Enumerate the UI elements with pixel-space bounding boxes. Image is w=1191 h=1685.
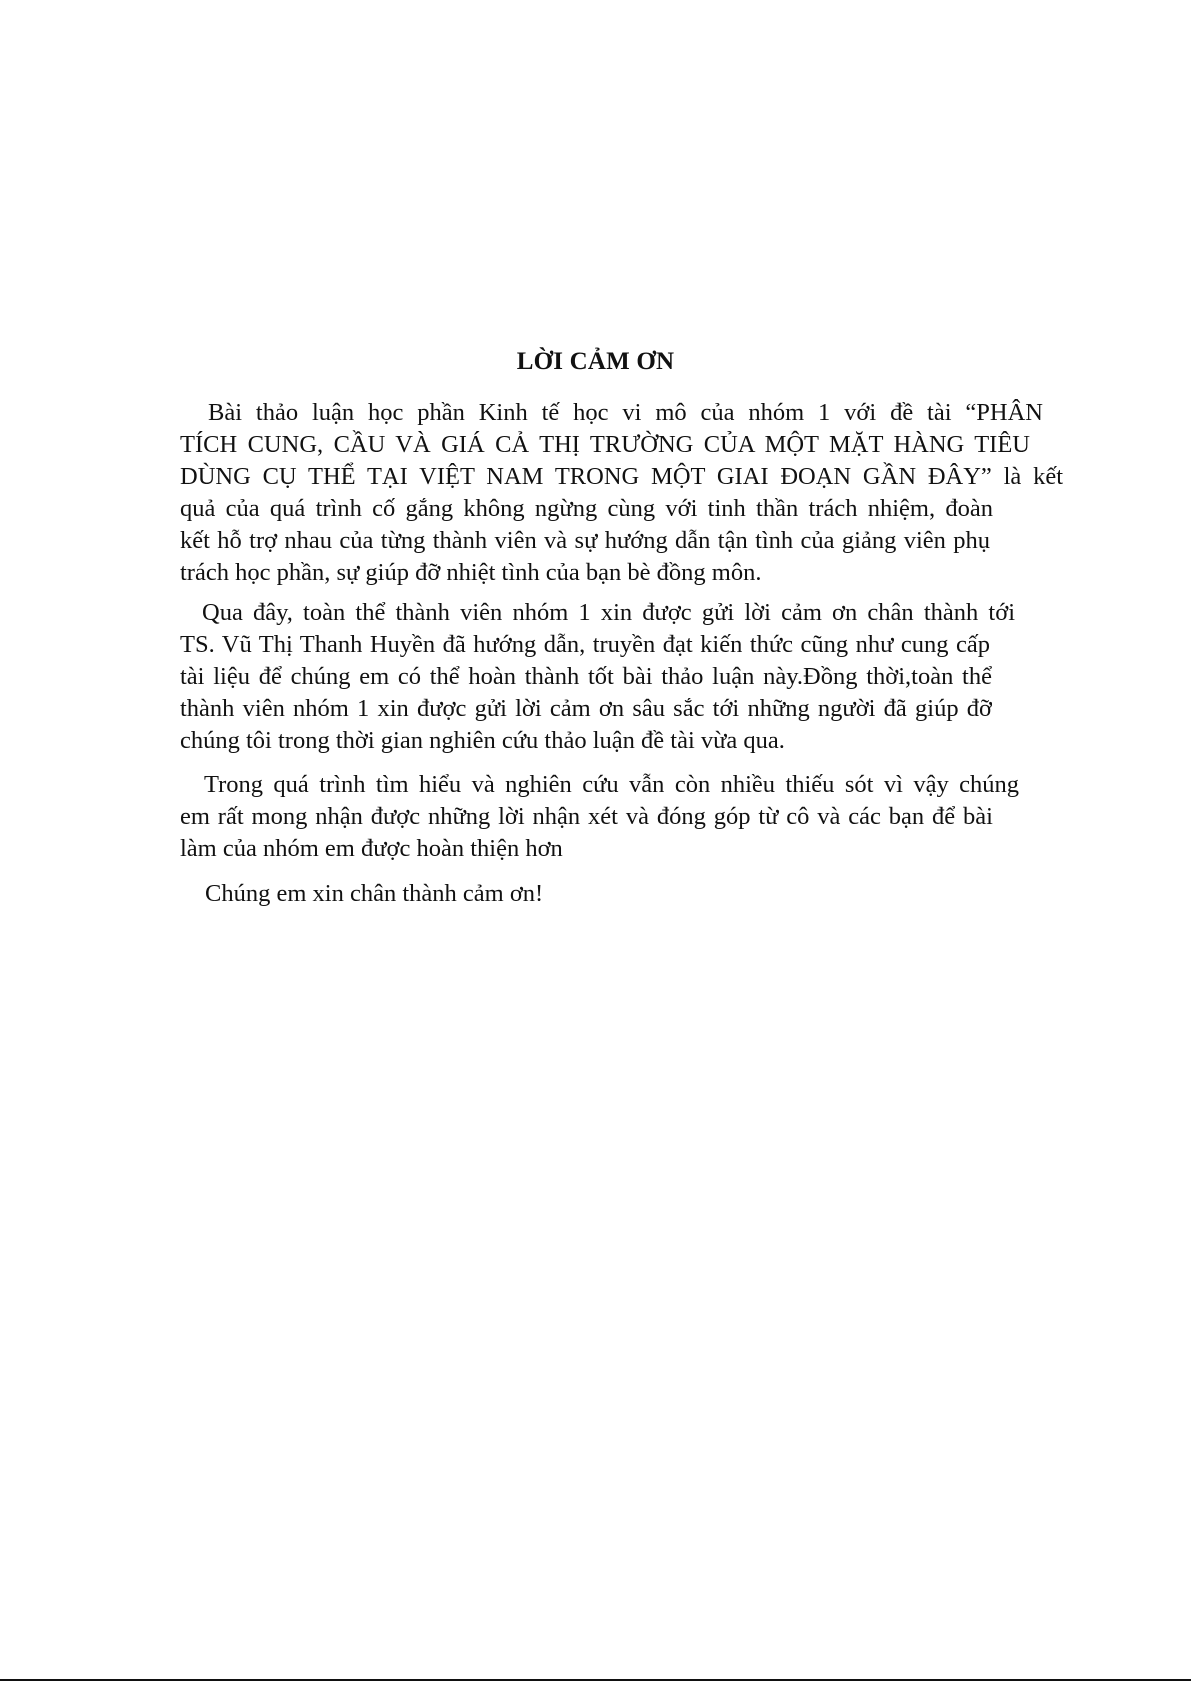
- paragraph-line: kết hỗ trợ nhau của từng thành viên và sự hướng dẫn tận tình của giảng viên phụ: [180, 527, 990, 554]
- bottom-rule: [0, 1679, 1191, 1681]
- paragraph-line: Qua đây, toàn thể thành viên nhóm 1 xin được gửi lời cảm ơn chân thành tới: [202, 599, 1015, 626]
- paragraph-line: quả của quá trình cố gắng không ngừng cùng với tinh thần trách nhiệm, đoàn: [180, 495, 993, 522]
- paragraph-line: thành viên nhóm 1 xin được gửi lời cảm ơn sâu sắc tới những người đã giúp đỡ: [180, 695, 992, 722]
- paragraph-line: chúng tôi trong thời gian nghiên cứu thảo luận đề tài vừa qua.: [180, 727, 785, 754]
- paragraph-intro: [180, 397, 1063, 589]
- paragraph-feedback: [180, 769, 1030, 865]
- paragraph-line: em rất mong nhận được những lời nhận xét và đóng góp từ cô và các bạn để bài: [180, 803, 993, 830]
- paragraph-line: TS. Vũ Thị Thanh Huyền đã hướng dẫn, truyền đạt kiến thức cũng như cung cấp: [180, 631, 990, 658]
- paragraph-line: Bài thảo luận học phần Kinh tế học vi mô của nhóm 1 với đề tài “PHÂN: [208, 399, 1043, 426]
- paragraph-line: Trong quá trình tìm hiểu và nghiên cứu vẫn còn nhiều thiếu sót vì vậy chúng: [204, 771, 1019, 798]
- paragraph-line: DÙNG CỤ THỂ TẠI VIỆT NAM TRONG MỘT GIAI ĐOẠN GẦN ĐÂY” là kết: [180, 463, 1063, 490]
- paragraph-line: TÍCH CUNG, CẦU VÀ GIÁ CẢ THỊ TRƯỜNG CỦA MỘT MẶT HÀNG TIÊU: [180, 431, 1030, 458]
- paragraph-line: làm của nhóm em được hoàn thiện hơn: [180, 835, 563, 862]
- paragraph-line: tài liệu để chúng em có thể hoàn thành tốt bài thảo luận này.Đồng thời,toàn thể: [180, 663, 992, 690]
- closing-paragraph: [180, 878, 1030, 910]
- paragraph-line: trách học phần, sự giúp đỡ nhiệt tình của bạn bè đồng môn.: [180, 559, 762, 586]
- page-title: LỜI CẢM ƠN: [516, 348, 675, 375]
- closing-line: Chúng em xin chân thành cảm ơn!: [205, 880, 544, 907]
- paragraph-thanks-advisor: [180, 597, 1030, 757]
